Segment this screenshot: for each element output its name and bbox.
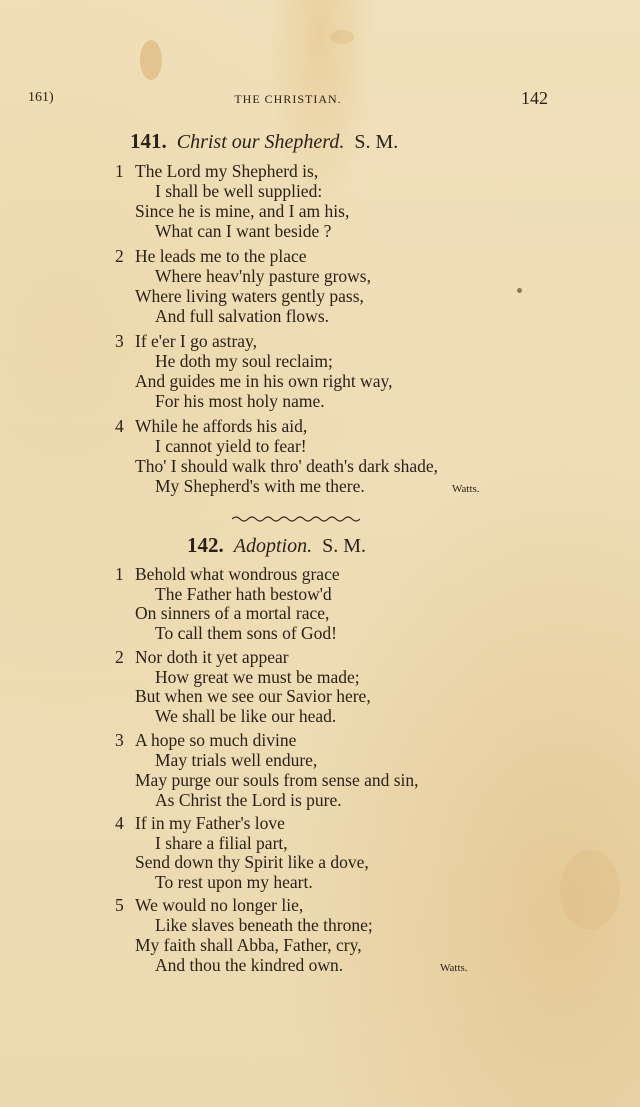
verse-line: A hope so much divine xyxy=(135,730,297,750)
verse-line: If e'er I go astray, xyxy=(135,331,258,351)
verse-line: We shall be like our head. xyxy=(155,706,337,726)
running-header xyxy=(28,90,548,114)
verse-number: 5 xyxy=(115,895,124,915)
verse-line: Since he is mine, and I am his, xyxy=(135,201,350,221)
paper-stain xyxy=(140,40,162,80)
verse-line: While he affords his aid, xyxy=(135,416,308,436)
verse-line: May purge our souls from sense and sin, xyxy=(135,770,419,790)
section-divider xyxy=(232,514,360,524)
header-section-title: THE CHRISTIAN. xyxy=(234,92,342,106)
verse-line: The Lord my Shepherd is, xyxy=(135,161,319,181)
verse-line: What can I want beside ? xyxy=(155,221,332,241)
verse-line: To call them sons of God! xyxy=(155,623,338,643)
hymn-name: Christ our Shepherd. xyxy=(176,131,345,153)
verse-line: And thou the kindred own. xyxy=(155,955,344,975)
paper-stain xyxy=(560,850,620,930)
verse-line: As Christ the Lord is pure. xyxy=(155,790,342,810)
hymn-number: 142. xyxy=(187,533,224,557)
verse-line: Nor doth it yet appear xyxy=(135,647,289,667)
hymn-meter: S. M. xyxy=(322,535,366,557)
verse-line: The Father hath bestow'd xyxy=(155,584,332,604)
verse-line: Tho' I should walk thro' death's dark shade, xyxy=(135,456,439,476)
paper-stain xyxy=(330,30,354,44)
verse-line: Behold what wondrous grace xyxy=(135,564,340,584)
verse-line: If in my Father's love xyxy=(135,813,285,833)
hymn-title-142 xyxy=(187,533,366,558)
verse-line: I shall be well supplied: xyxy=(155,181,323,201)
verse-line: To rest upon my heart. xyxy=(155,872,313,892)
verse-line: He leads me to the place xyxy=(135,246,307,266)
verse-line: Send down thy Spirit like a dove, xyxy=(135,852,369,872)
verse-line: May trials well endure, xyxy=(155,750,318,770)
hymn-name: Adoption. xyxy=(233,535,313,557)
paper-stain xyxy=(517,288,522,293)
verse-number: 1 xyxy=(115,161,124,181)
author-attribution: Watts. xyxy=(452,483,480,495)
verse-number: 2 xyxy=(115,246,124,266)
verse-line: Like slaves beneath the throne; xyxy=(155,915,373,935)
verse-number: 1 xyxy=(115,564,124,584)
verse-line: My faith shall Abba, Father, cry, xyxy=(135,935,362,955)
verse-line: Where living waters gently pass, xyxy=(135,286,364,306)
verse-line: We would no longer lie, xyxy=(135,895,304,915)
verse-line: How great we must be made; xyxy=(155,667,360,687)
hymn-meter: S. M. xyxy=(354,131,399,153)
verse-line: Where heav'nly pasture grows, xyxy=(155,266,371,286)
verse-line: But when we see our Savior here, xyxy=(135,686,371,706)
verse-line: On sinners of a mortal race, xyxy=(135,603,330,623)
verse-number: 3 xyxy=(115,331,124,351)
verse-number: 2 xyxy=(115,647,124,667)
verse-line: I share a filial part, xyxy=(155,833,288,853)
verse-line: I cannot yield to fear! xyxy=(155,436,307,456)
verse-line: And guides me in his own right way, xyxy=(135,371,393,391)
hymn-number: 141. xyxy=(130,129,167,153)
verse-line: My Shepherd's with me there. xyxy=(155,476,365,496)
hymn-title-141 xyxy=(130,129,398,154)
page-number: 142 xyxy=(521,88,548,108)
verse-line: For his most holy name. xyxy=(155,391,325,411)
verse-line: He doth my soul reclaim; xyxy=(155,351,333,371)
verse-number: 4 xyxy=(115,813,124,833)
author-attribution: Watts. xyxy=(440,962,468,974)
verse-number: 4 xyxy=(115,416,124,436)
verse-line: And full salvation flows. xyxy=(155,306,330,326)
header-hymn-range: 161) xyxy=(28,90,54,105)
verse-number: 3 xyxy=(115,730,124,750)
